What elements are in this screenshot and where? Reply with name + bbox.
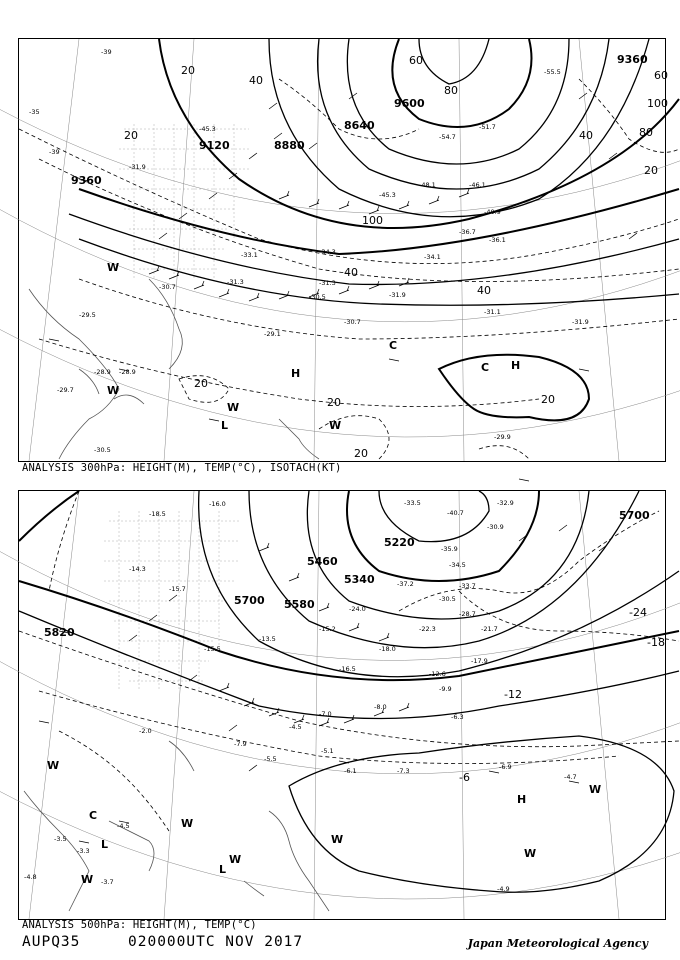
warm-symbol: W <box>329 419 342 432</box>
temperature-label: -7.3 <box>397 767 410 775</box>
temperature-label: -4.5 <box>289 723 302 731</box>
temperature-label: -29.9 <box>494 433 511 441</box>
analysis-300hpa-map <box>18 38 666 462</box>
temperature-label: -6.3 <box>451 713 464 721</box>
temperature-label: -4.9 <box>497 885 510 893</box>
isotach-label: 20 <box>124 129 138 142</box>
height-labels <box>71 53 648 187</box>
warm-symbol: W <box>47 759 60 772</box>
temperature-label: -30.5 <box>439 595 456 603</box>
temperature-label: -3.7 <box>101 878 114 886</box>
temperature-label: -34.1 <box>424 253 441 261</box>
temperature-labels <box>24 499 577 893</box>
temperature-label: -3.3 <box>77 847 90 855</box>
low-symbol: L <box>219 863 227 876</box>
temperature-label: -45.3 <box>199 125 216 133</box>
temperature-label: -36.1 <box>489 236 506 244</box>
temperature-label: -37.2 <box>397 580 414 588</box>
isotach-label: 100 <box>647 97 668 110</box>
isotach-label: 40 <box>477 284 491 297</box>
temperature-label: -8.0 <box>374 703 387 711</box>
isotach-label: 20 <box>181 64 195 77</box>
warm-symbol: W <box>229 853 242 866</box>
isotach-label: 100 <box>362 214 383 227</box>
isotach-label: 20 <box>644 164 658 177</box>
warm-symbol: W <box>227 401 240 414</box>
temperature-label: -31.3 <box>319 279 336 287</box>
temperature-label: -28.9 <box>94 368 111 376</box>
cold-symbol: C <box>389 339 398 352</box>
pressure-symbols <box>47 759 601 886</box>
isotach-label: 20 <box>194 377 208 390</box>
height-label: 5340 <box>344 573 375 586</box>
temperature-label: -15.5 <box>204 645 221 653</box>
warm-symbol: W <box>81 873 94 886</box>
temperature-label: -33.7 <box>459 582 476 590</box>
product-id: AUPQ35 <box>22 934 81 950</box>
temperature-label: -7.0 <box>319 710 332 718</box>
temperature-label: -4.8 <box>24 873 37 881</box>
temperature-label: -3.5 <box>54 835 67 843</box>
caption-500hpa: ANALYSIS 500hPa: HEIGHT(M), TEMP(°C) <box>22 919 257 931</box>
agency-name: Japan Meteorological Agency <box>467 937 648 950</box>
temperature-label: -4.5 <box>117 822 130 830</box>
warm-symbol: W <box>107 261 120 274</box>
temperature-label: -22.3 <box>419 625 436 633</box>
height-label: 9360 <box>71 174 102 187</box>
temperature-label: -46.1 <box>469 181 486 189</box>
isotach-label: 20 <box>327 396 341 409</box>
temperature-label: -36.7 <box>459 228 476 236</box>
temperature-label: -32.9 <box>497 499 514 507</box>
temperature-label: -31.9 <box>572 318 589 326</box>
isotach-label: 80 <box>639 126 653 139</box>
coastlines <box>24 741 329 911</box>
temperature-label: -2.0 <box>139 727 152 735</box>
warm-symbol: W <box>181 817 194 830</box>
height-label: 8640 <box>344 119 375 132</box>
temperature-label: -39 <box>101 48 112 56</box>
temperature-label: -12.6 <box>429 670 446 678</box>
temperature-label: -30.5 <box>94 446 111 454</box>
temperature-label: -40.7 <box>447 509 464 517</box>
isotach-label: 80 <box>444 84 458 97</box>
temperature-label: -16.5 <box>339 665 356 673</box>
isotach-label: 60 <box>409 54 423 67</box>
temperature-label: -30.9 <box>487 523 504 531</box>
temperature-label: -39 <box>49 148 60 156</box>
height-label: 9360 <box>617 53 648 66</box>
temperature-label: -18.0 <box>379 645 396 653</box>
temperature-label: -4.7 <box>564 773 577 781</box>
temperature-label: -24.0 <box>349 605 366 613</box>
height-label: 9600 <box>394 97 425 110</box>
height-label: 5580 <box>284 598 315 611</box>
height-label: 8880 <box>274 139 305 152</box>
isotherm-label: -6 <box>459 771 470 784</box>
dashed-contours <box>19 491 679 831</box>
temperature-label: -30.7 <box>344 318 361 326</box>
height-contours <box>69 39 679 420</box>
isotach-label: 40 <box>344 266 358 279</box>
temperature-label: -33.1 <box>241 251 258 259</box>
cold-symbol: C <box>89 809 98 822</box>
warm-symbol: W <box>107 384 120 397</box>
temperature-label: -28.9 <box>119 368 136 376</box>
isotach-label: 20 <box>541 393 555 406</box>
temperature-label: -35.9 <box>441 545 458 553</box>
coastlines <box>29 279 319 459</box>
warm-symbol: W <box>331 833 344 846</box>
temperature-label: -29.5 <box>79 311 96 319</box>
cold-symbol: C <box>481 361 490 374</box>
temperature-label: -51.7 <box>479 123 496 131</box>
temperature-label: -30.5 <box>309 293 326 301</box>
low-symbol: L <box>221 419 229 432</box>
temperature-label: -55.5 <box>544 68 561 76</box>
high-symbol: H <box>291 367 301 380</box>
graticule <box>0 491 680 919</box>
analysis-500hpa-map <box>18 490 666 920</box>
map-300hpa-canvas <box>19 39 668 461</box>
map-500hpa-canvas <box>19 491 665 919</box>
temperature-label: -40.9 <box>484 208 501 216</box>
height-label: 5820 <box>44 626 75 639</box>
warm-symbol: W <box>589 783 602 796</box>
temperature-label: -31.1 <box>484 308 501 316</box>
temperature-label: -29.1 <box>264 330 281 338</box>
height-label: 5700 <box>234 594 265 607</box>
temperature-label: -16.0 <box>209 500 226 508</box>
high-symbol: H <box>517 793 527 806</box>
temperature-label: -6.1 <box>344 767 357 775</box>
temperature-label: -14.3 <box>129 565 146 573</box>
isotach-label: 20 <box>354 447 368 460</box>
temperature-label: -30.7 <box>159 283 176 291</box>
temperature-label: -48.1 <box>419 181 436 189</box>
temperature-label: -5.5 <box>264 755 277 763</box>
temperature-label: -15.2 <box>319 625 336 633</box>
temperature-label: -7.9 <box>234 740 247 748</box>
hatched-area <box>104 511 239 691</box>
height-label: 5220 <box>384 536 415 549</box>
temperature-label: -33.5 <box>404 499 421 507</box>
valid-time: 020000UTC NOV 2017 <box>128 934 304 950</box>
isotach-label: 60 <box>654 69 668 82</box>
temperature-label: -45.3 <box>379 191 396 199</box>
height-label: 5460 <box>307 555 338 568</box>
temperature-label: -34.3 <box>319 248 336 256</box>
temperature-label: -17.9 <box>471 657 488 665</box>
height-contours <box>19 491 679 892</box>
temperature-label: -31.9 <box>389 291 406 299</box>
temperature-label: -31.9 <box>129 163 146 171</box>
temperature-label: -28.7 <box>459 610 476 618</box>
isotherm-label: -18 <box>647 636 665 649</box>
temperature-label: -35 <box>29 108 40 116</box>
isotherm-label: -24 <box>629 606 647 619</box>
temperature-label: -5.1 <box>321 747 334 755</box>
temperature-label: -54.7 <box>439 133 456 141</box>
temperature-label: -9.9 <box>439 685 452 693</box>
isotach-label: 40 <box>249 74 263 87</box>
temperature-label: -6.9 <box>499 763 512 771</box>
isotherm-label: -12 <box>504 688 522 701</box>
isotach-label: 40 <box>579 129 593 142</box>
temperature-label: -29.7 <box>57 386 74 394</box>
high-symbol: H <box>511 359 521 372</box>
height-label: 9120 <box>199 139 230 152</box>
temperature-label: -21.7 <box>481 625 498 633</box>
temperature-label: -18.5 <box>149 510 166 518</box>
height-label: 5700 <box>619 509 650 522</box>
caption-300hpa: ANALYSIS 300hPa: HEIGHT(M), TEMP(°C), ISOTACH(KT) <box>22 462 342 474</box>
warm-symbol: W <box>524 847 537 860</box>
wind-barbs <box>49 93 637 481</box>
temperature-label: -15.7 <box>169 585 186 593</box>
temperature-label: -13.5 <box>259 635 276 643</box>
temperature-label: -31.3 <box>227 278 244 286</box>
low-symbol: L <box>101 838 109 851</box>
temperature-label: -34.5 <box>449 561 466 569</box>
